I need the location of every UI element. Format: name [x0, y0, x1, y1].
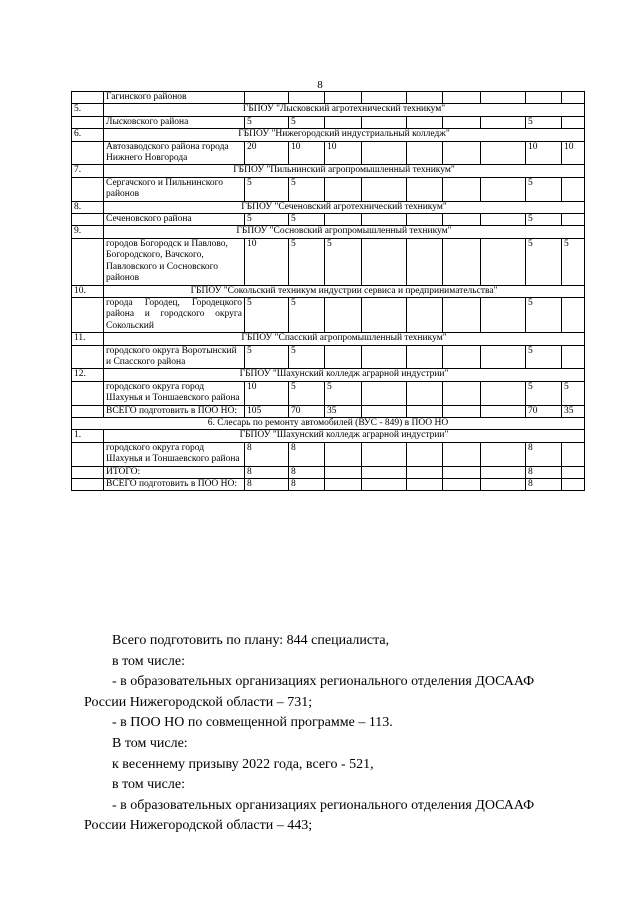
value-cell: [481, 116, 526, 128]
value-cell: [362, 214, 407, 226]
table-row: [72, 214, 585, 226]
value-cell: [407, 214, 443, 226]
row-number: [72, 297, 104, 332]
value-cell: [362, 297, 407, 332]
value-cell: 5: [289, 381, 325, 405]
row-number: [72, 466, 104, 478]
table-row: [72, 116, 585, 128]
territory-name: города Городец, Городецкого района и городского округа Сокольский: [104, 297, 245, 332]
value-cell: [443, 345, 481, 369]
value-cell: 10: [562, 141, 585, 165]
value-cell: 5: [289, 297, 325, 332]
value-cell: [562, 297, 585, 332]
value-cell: [245, 92, 289, 104]
row-number: 8.: [72, 201, 104, 213]
value-cell: [407, 116, 443, 128]
value-cell: 5: [289, 214, 325, 226]
value-cell: 70: [289, 405, 325, 417]
value-cell: [325, 466, 362, 478]
value-cell: 8: [526, 466, 562, 478]
section-title: 6. Слесарь по ремонту автомобилей (ВУС - 849) в ПОО НО: [72, 417, 585, 429]
value-cell: 5: [245, 177, 289, 201]
institution-name: ГБПОУ "Нижегородский индустриальный колледж": [104, 129, 585, 141]
value-cell: [481, 297, 526, 332]
value-cell: [362, 381, 407, 405]
value-cell: [562, 345, 585, 369]
institution-name: ГБПОУ "Пильнинский агропромышленный техникум": [104, 165, 585, 177]
row-number: [72, 214, 104, 226]
table-row: [72, 297, 585, 332]
value-cell: [443, 141, 481, 165]
institution-name: ГБПОУ "Сеченовский агротехнический техникум": [104, 201, 585, 213]
value-cell: [325, 479, 362, 491]
value-cell: 8: [526, 479, 562, 491]
body-paragraph: к весеннему призыву 2022 года, всего - 521,: [112, 756, 374, 772]
institution-name: ГБПОУ "Сосновский агропромышленный техникум": [104, 226, 585, 238]
value-cell: [407, 442, 443, 466]
row-number: 12.: [72, 369, 104, 381]
value-cell: [407, 479, 443, 491]
institution-row: [72, 165, 585, 177]
value-cell: [407, 297, 443, 332]
territory-name: городского округа Воротынский и Спасского района: [104, 345, 245, 369]
page-number: 8: [317, 79, 323, 91]
value-cell: [443, 479, 481, 491]
body-paragraph: - в ПОО НО по совмещенной программе – 113.: [112, 715, 393, 731]
body-paragraph: Всего подготовить по плану: 844 специалиста,: [112, 633, 390, 648]
value-cell: [362, 141, 407, 165]
body-paragraph: - в образовательных организациях регионального отделения ДОСААФ: [112, 674, 535, 690]
row-number: 7.: [72, 165, 104, 177]
value-cell: 10: [245, 238, 289, 285]
value-cell: 5: [245, 214, 289, 226]
value-cell: 5: [526, 297, 562, 332]
table-row: [72, 141, 585, 165]
territory-name: городов Богородск и Павлово, Богородского, Вачского, Павловского и Сосновского районов: [104, 238, 245, 285]
row-number: 5.: [72, 104, 104, 116]
institution-row: [72, 226, 585, 238]
value-cell: [362, 177, 407, 201]
value-cell: [325, 92, 362, 104]
institution-row: [72, 333, 585, 345]
territory-name: Сергачского и Пильнинского районов: [104, 177, 245, 201]
institution-name: ГБПОУ "Шахунский колледж аграрной индустрии": [104, 430, 585, 442]
row-number: 10.: [72, 285, 104, 297]
value-cell: [325, 214, 362, 226]
territory-name: городского округа город Шахунья и Тоншаевского района: [104, 381, 245, 405]
value-cell: [481, 466, 526, 478]
value-cell: [481, 345, 526, 369]
value-cell: 5: [526, 214, 562, 226]
value-cell: 8: [245, 466, 289, 478]
value-cell: 10: [245, 381, 289, 405]
value-cell: 5: [325, 381, 362, 405]
value-cell: [562, 479, 585, 491]
table-row: [72, 466, 585, 478]
institution-row: [72, 430, 585, 442]
value-cell: [481, 381, 526, 405]
table-row: [72, 177, 585, 201]
value-cell: 5: [245, 297, 289, 332]
row-number: [72, 479, 104, 491]
value-cell: 5: [526, 116, 562, 128]
value-cell: 5: [562, 238, 585, 285]
institution-row: [72, 129, 585, 141]
section-title-row: [72, 417, 585, 429]
body-paragraph: в том числе:: [112, 653, 185, 669]
value-cell: [289, 92, 325, 104]
body-paragraph: В том числе:: [112, 735, 188, 751]
value-cell: [407, 405, 443, 417]
value-cell: [481, 405, 526, 417]
value-cell: [481, 479, 526, 491]
row-number: 1.: [72, 430, 104, 442]
table-row: [72, 405, 585, 417]
value-cell: 5: [289, 345, 325, 369]
value-cell: 5: [562, 381, 585, 405]
body-paragraph: - в образовательных организациях регионального отделения ДОСААФ: [112, 797, 535, 813]
value-cell: 8: [245, 442, 289, 466]
value-cell: [407, 466, 443, 478]
value-cell: [562, 214, 585, 226]
value-cell: [481, 214, 526, 226]
territory-name: Гагинского районов: [104, 92, 245, 104]
value-cell: [362, 405, 407, 417]
value-cell: [443, 92, 481, 104]
value-cell: [407, 141, 443, 165]
body-paragraph: России Нижегородской области – 443;: [84, 818, 313, 834]
value-cell: [362, 116, 407, 128]
value-cell: [562, 177, 585, 201]
row-number: [72, 177, 104, 201]
value-cell: [325, 177, 362, 201]
value-cell: 8: [526, 442, 562, 466]
training-plan-table: [71, 91, 585, 491]
row-number: [72, 116, 104, 128]
territory-name: ВСЕГО подготовить в ПОО НО:: [104, 479, 245, 491]
value-cell: [562, 442, 585, 466]
value-cell: [481, 177, 526, 201]
value-cell: [443, 238, 481, 285]
institution-row: [72, 201, 585, 213]
institution-name: ГБПОУ "Лысковский агротехнический техникум": [104, 104, 585, 116]
value-cell: [481, 238, 526, 285]
institution-name: ГБПОУ "Сокольский техникум индустрии сервиса и предпринимательства": [104, 285, 585, 297]
body-paragraph: в том числе:: [112, 777, 185, 793]
table-row: [72, 92, 585, 104]
value-cell: 5: [526, 238, 562, 285]
value-cell: [407, 381, 443, 405]
value-cell: 35: [562, 405, 585, 417]
value-cell: [407, 238, 443, 285]
value-cell: 8: [245, 479, 289, 491]
value-cell: [362, 442, 407, 466]
territory-name: городского округа город Шахунья и Тоншаевского района: [104, 442, 245, 466]
territory-name: Лысковского района: [104, 116, 245, 128]
territory-name: Сеченовского района: [104, 214, 245, 226]
row-number: [72, 405, 104, 417]
value-cell: [362, 466, 407, 478]
row-number: [72, 345, 104, 369]
value-cell: [526, 92, 562, 104]
row-number: [72, 442, 104, 466]
value-cell: [443, 466, 481, 478]
value-cell: [481, 442, 526, 466]
table-row: [72, 479, 585, 491]
value-cell: 10: [526, 141, 562, 165]
value-cell: [443, 297, 481, 332]
value-cell: 8: [289, 479, 325, 491]
institution-row: [72, 369, 585, 381]
value-cell: [443, 116, 481, 128]
value-cell: 70: [526, 405, 562, 417]
value-cell: [362, 92, 407, 104]
value-cell: 5: [526, 177, 562, 201]
value-cell: 5: [289, 238, 325, 285]
value-cell: [407, 92, 443, 104]
value-cell: 105: [245, 405, 289, 417]
value-cell: [443, 214, 481, 226]
value-cell: [362, 479, 407, 491]
value-cell: [562, 466, 585, 478]
value-cell: 20: [245, 141, 289, 165]
value-cell: [481, 141, 526, 165]
territory-name: ВСЕГО подготовить в ПОО НО:: [104, 405, 245, 417]
row-number: 6.: [72, 129, 104, 141]
value-cell: [407, 345, 443, 369]
body-paragraph: России Нижегородской области – 731;: [84, 694, 313, 710]
value-cell: [325, 442, 362, 466]
value-cell: 5: [245, 345, 289, 369]
value-cell: 5: [289, 177, 325, 201]
value-cell: 5: [526, 345, 562, 369]
value-cell: [362, 345, 407, 369]
territory-name: Автозаводского района города Нижнего Новгорода: [104, 141, 245, 165]
table-row: [72, 442, 585, 466]
value-cell: 8: [289, 466, 325, 478]
value-cell: [443, 381, 481, 405]
institution-row: [72, 285, 585, 297]
value-cell: 8: [289, 442, 325, 466]
table-row: [72, 381, 585, 405]
value-cell: [481, 92, 526, 104]
value-cell: [562, 116, 585, 128]
value-cell: [362, 238, 407, 285]
table-row: [72, 238, 585, 285]
row-number: 11.: [72, 333, 104, 345]
value-cell: 10: [325, 141, 362, 165]
value-cell: 5: [289, 116, 325, 128]
row-number: [72, 381, 104, 405]
value-cell: 5: [526, 381, 562, 405]
institution-name: ГБПОУ "Спасский агропромышленный техникум": [104, 333, 585, 345]
institution-name: ГБПОУ "Шахунский колледж аграрной индустрии": [104, 369, 585, 381]
value-cell: [325, 345, 362, 369]
row-number: 9.: [72, 226, 104, 238]
table-row: [72, 345, 585, 369]
row-number: [72, 141, 104, 165]
value-cell: [325, 116, 362, 128]
value-cell: [325, 297, 362, 332]
value-cell: 35: [325, 405, 362, 417]
value-cell: [443, 405, 481, 417]
value-cell: [562, 92, 585, 104]
row-number: [72, 92, 104, 104]
value-cell: [443, 442, 481, 466]
body-text: [84, 631, 596, 837]
territory-name: ИТОГО:: [104, 466, 245, 478]
value-cell: 10: [289, 141, 325, 165]
value-cell: 5: [325, 238, 362, 285]
row-number: [72, 238, 104, 285]
institution-row: [72, 104, 585, 116]
value-cell: [443, 177, 481, 201]
value-cell: 5: [245, 116, 289, 128]
value-cell: [407, 177, 443, 201]
